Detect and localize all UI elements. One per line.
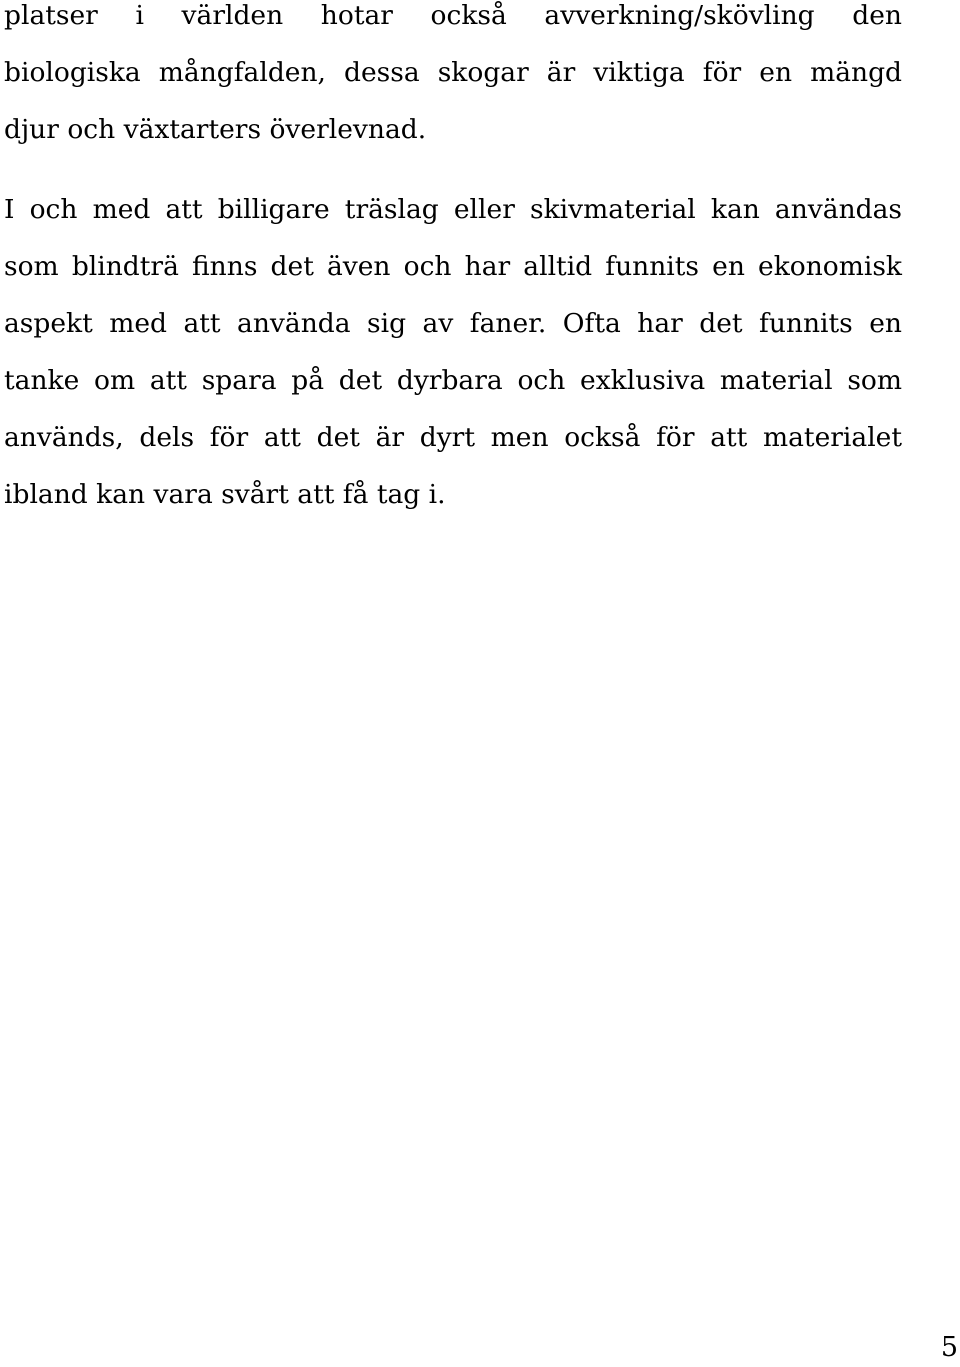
- text-line: biologiska mångfalden, dessa skogar är viktiga för en mängd: [4, 57, 902, 88]
- text-line: djur och växtarters överlevnad.: [4, 114, 427, 145]
- text-line: I och med att billigare träslag eller skivmaterial kan användas: [4, 194, 902, 225]
- text-line: ibland kan vara svårt att få tag i.: [4, 479, 446, 510]
- text-line: aspekt med att använda sig av faner. Ofta har det funnits en: [4, 308, 902, 339]
- text-line: som blindträ finns det även och har alltid funnits en ekonomisk: [4, 251, 902, 282]
- text-line: används, dels för att det är dyrt men också för att materialet: [4, 422, 902, 453]
- text-line: platser i världen hotar också avverkning/skövling den: [4, 0, 902, 31]
- text-line: tanke om att spara på det dyrbara och exklusiva material som: [4, 365, 902, 396]
- page-number: 5: [940, 1332, 958, 1363]
